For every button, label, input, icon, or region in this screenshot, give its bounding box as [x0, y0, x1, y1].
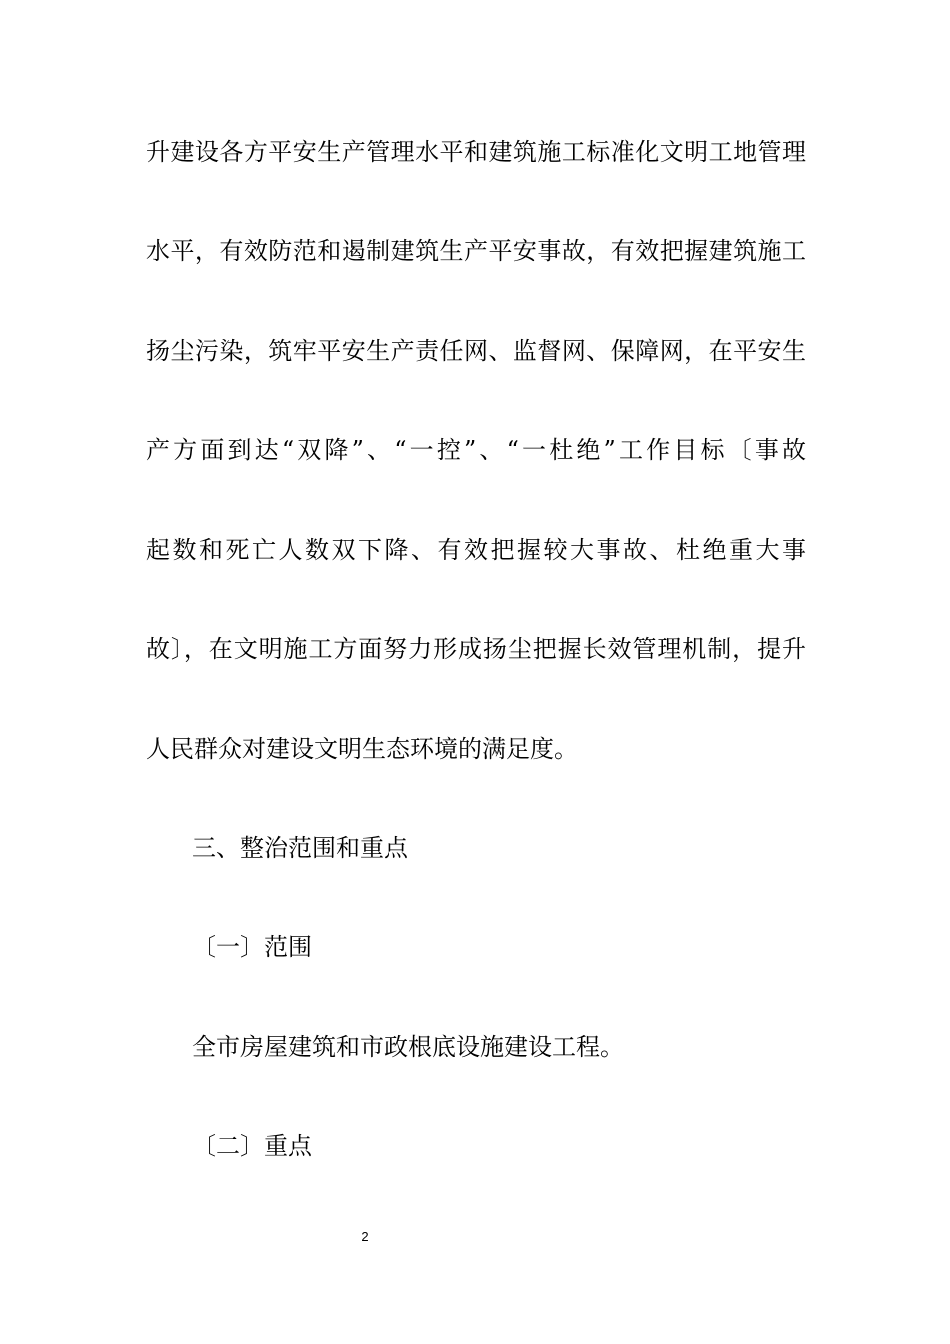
page-number: 2 — [361, 1229, 369, 1244]
subsection-body: 全市房屋建筑和市政根底设施建设工程。 — [192, 1033, 624, 1061]
section-heading: 三、整治范围和重点 — [192, 834, 408, 862]
paragraph-line: 起数和死亡人数双下降、有效把握较大事故、杜绝重大事 — [146, 536, 806, 564]
paragraph-line: 扬尘污染，筑牢平安生产责任网、监督网、保障网，在平安生 — [146, 337, 806, 365]
paragraph-line: 产方面到达“双降”、“一控”、“一杜绝”工作目标〔事故 — [146, 436, 806, 464]
paragraph-line: 升建设各方平安生产管理水平和建筑施工标准化文明工地管理 — [146, 138, 806, 166]
subsection-heading: 〔二〕重点 — [192, 1132, 312, 1160]
paragraph-line: 水平，有效防范和遏制建筑生产平安事故，有效把握建筑施工 — [146, 237, 806, 265]
paragraph-line: 故〕，在文明施工方面努力形成扬尘把握长效管理机制，提升 — [146, 635, 806, 663]
paragraph-line: 人民群众对建设文明生态环境的满足度。 — [146, 735, 578, 763]
subsection-heading: 〔一〕范围 — [192, 933, 312, 961]
